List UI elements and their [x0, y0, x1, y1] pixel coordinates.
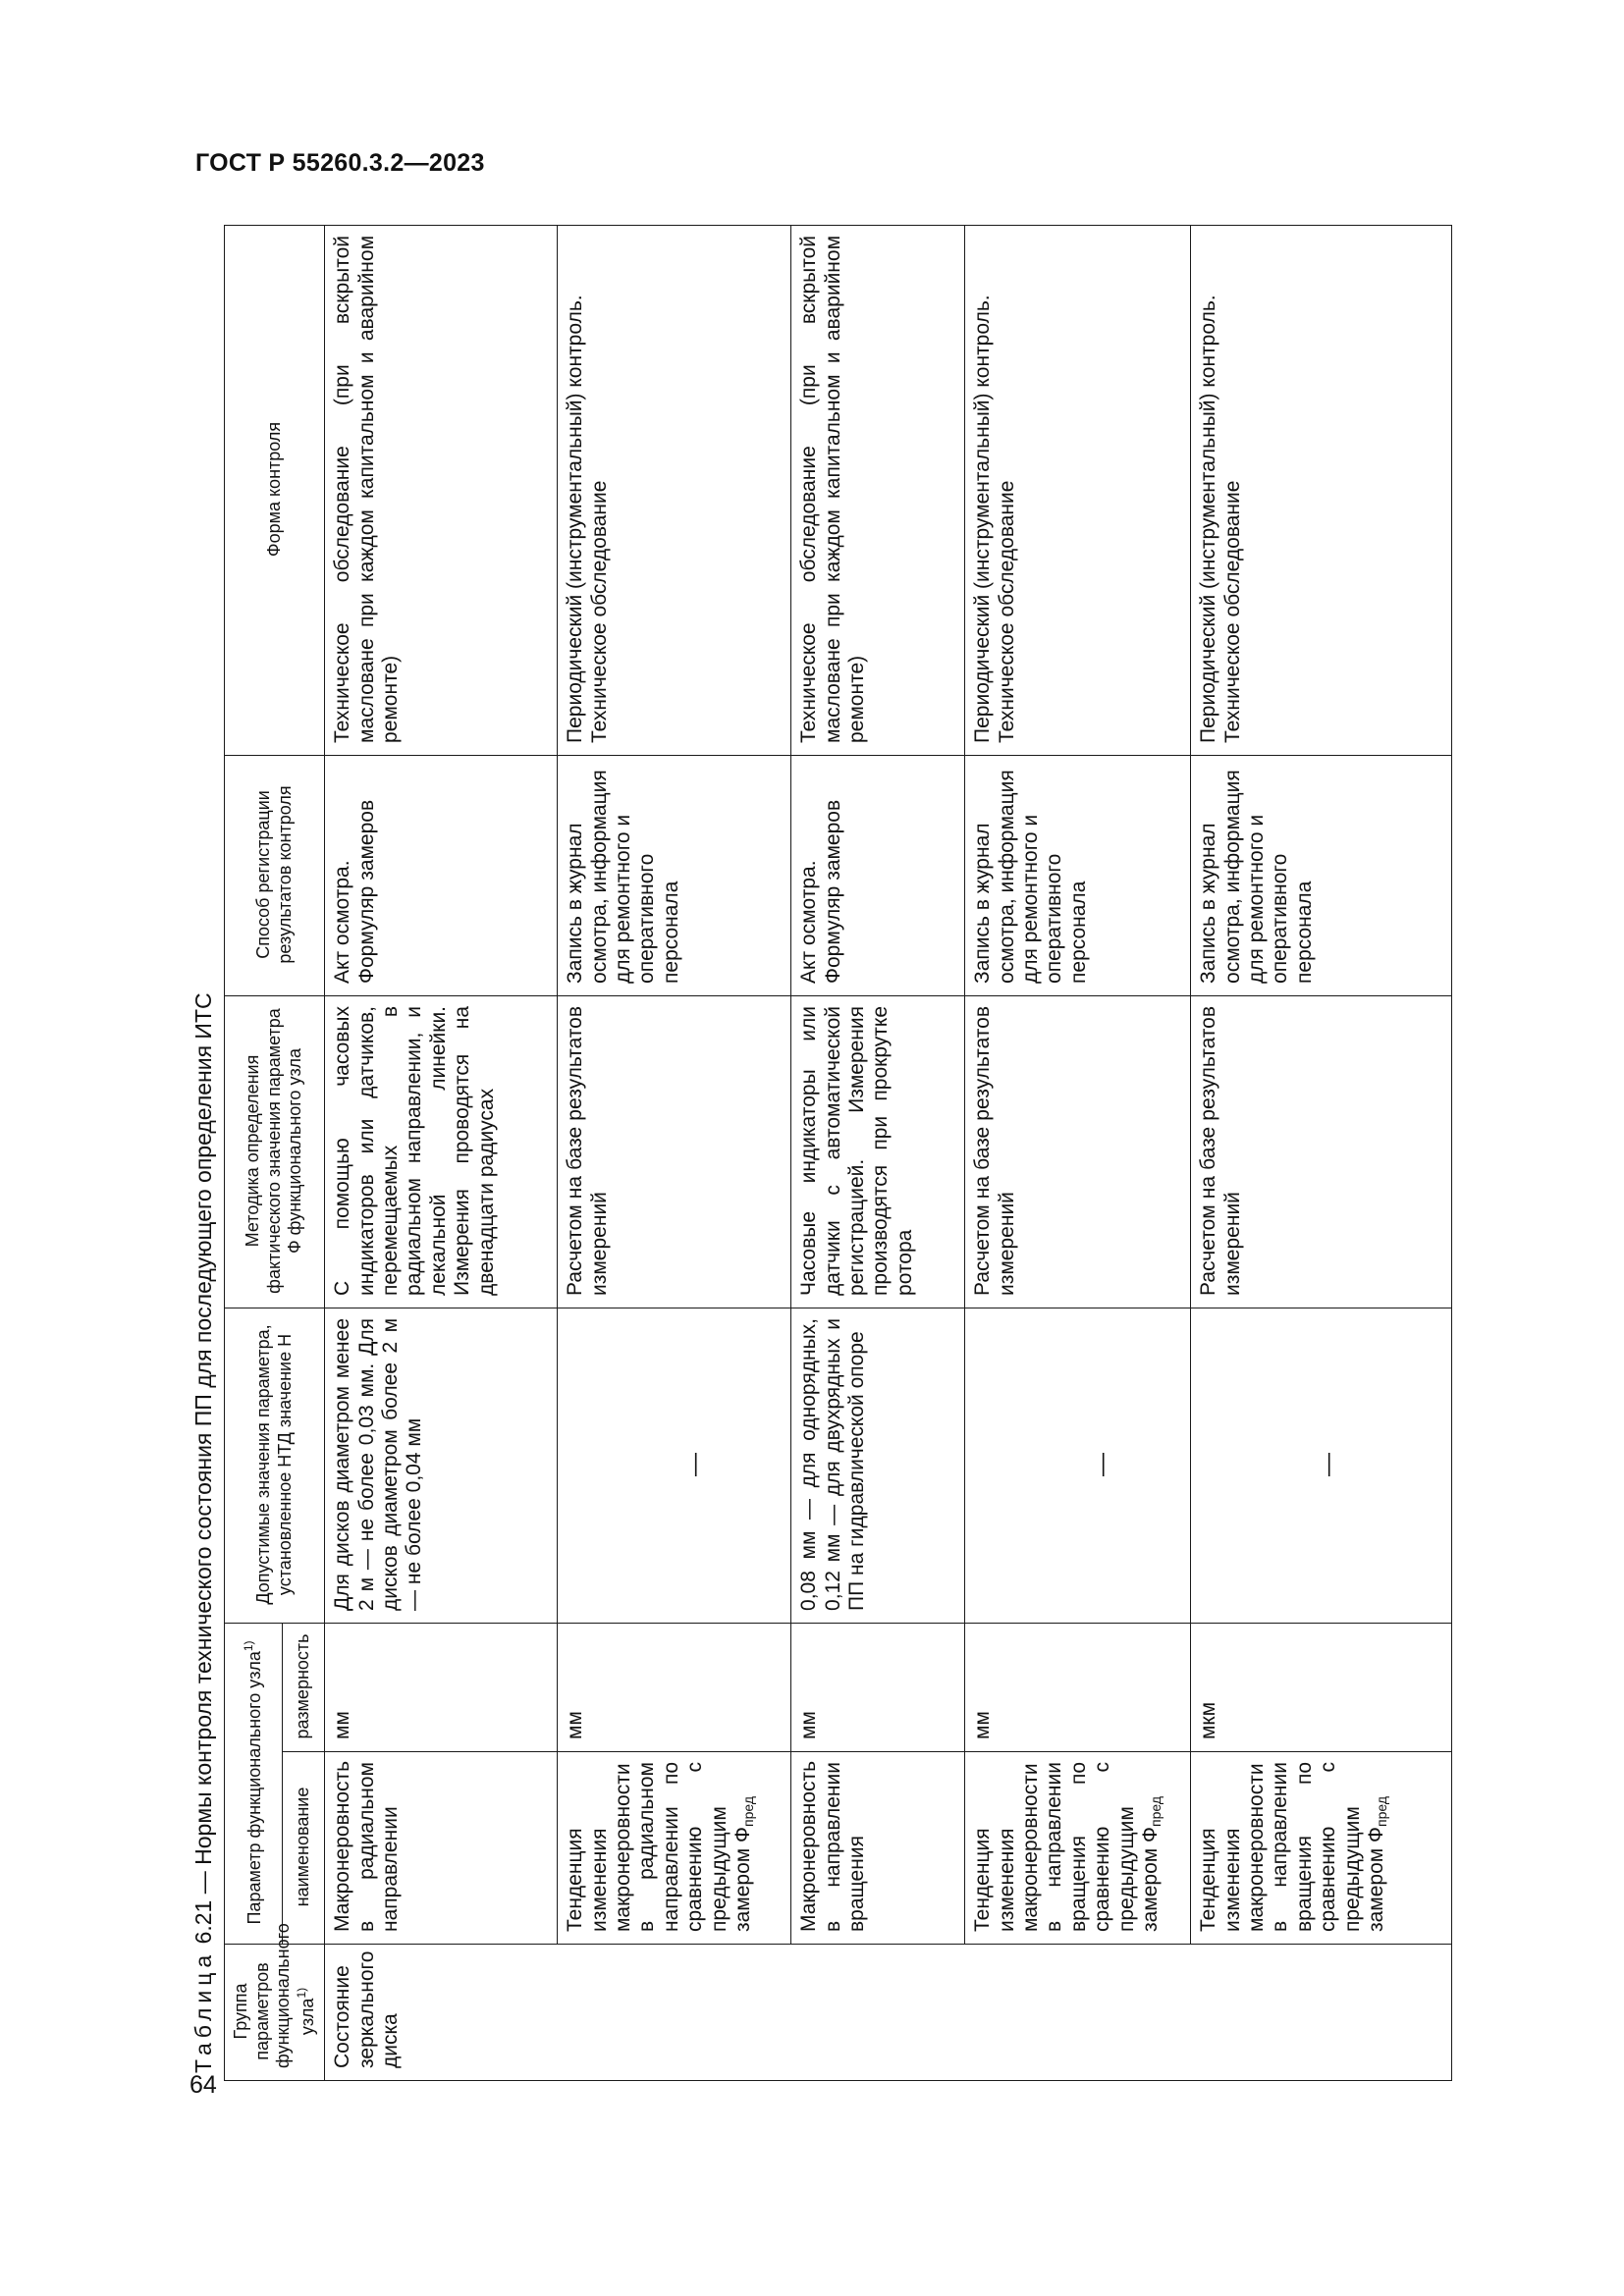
param-unit-cell: мм [325, 1623, 558, 1751]
allowed-cell: — [1191, 1308, 1452, 1623]
col-header-unit: размерность [282, 1623, 324, 1751]
table-row [1191, 225, 1452, 2080]
param-name-cell: Тенденция изменения макронеровности в направлении вращения по сравнению с предыдущим замером $Ф_{пред}$ [965, 1752, 1191, 1945]
method-cell: Расчетом на базе результатов измерений [1191, 995, 1452, 1308]
registration-cell: Запись в журнал осмотра, информация для ремонтного и оперативного персонала [1191, 755, 1452, 995]
method-cell: Расчетом на базе результатов измерений [965, 995, 1191, 1308]
rotated-table-block [187, 226, 1448, 2081]
group-cell: Состояние зеркального диска [325, 1945, 1452, 2081]
col-header-parameter: Параметр функционального узла$^{1)}$ [225, 1623, 283, 1944]
registration-cell: Запись в журнал осмотра, информация для ремонтного и оперативного персонала [965, 755, 1191, 995]
page-number: 64 [189, 2071, 217, 2099]
param-unit-cell: мм [558, 1623, 791, 1751]
col-header-allowed: Допустимые значения параметра, установленное НТД значение Н [225, 1308, 325, 1623]
table-caption-text: 6.21 — Нормы контроля технического состояния ПП для последующего определения ИТС [190, 992, 216, 1950]
registration-cell: Акт осмотра. Формуляр замеров [325, 755, 558, 995]
table-caption-prefix: Таблица [190, 1949, 216, 2073]
method-cell: Часовые индикаторы или датчики с автоматической регистрацией. Измерения производятся при прокрутке ротора [791, 995, 965, 1308]
table-row [965, 225, 1191, 2080]
param-unit-cell: мм [791, 1623, 965, 1751]
control-form-cell: Техническое обследование (при вскрытой масловане при каждом капитальном и аварийном ремонте) [791, 225, 965, 755]
document-header: ГОСТ Р 55260.3.2—2023 [195, 149, 485, 177]
allowed-cell: 0,08 мм — для однорядных, 0,12 мм — для двухрядных и ПП на гидравлической опоре [791, 1308, 965, 1623]
allowed-cell: — [558, 1308, 791, 1623]
control-form-cell: Периодический (инструментальный) контроль. Техническое обследование [965, 225, 1191, 755]
control-form-cell: Периодический (инструментальный) контроль. Техническое обследование [1191, 225, 1452, 755]
allowed-cell: Для дисков диаметром менее 2 м — не более 0,03 мм. Для дисков диаметром более 2 м — не более 0,04 мм [325, 1308, 558, 1623]
col-header-method: Методика определения фактического значения параметра Ф функционального узла [225, 995, 325, 1308]
table-header-row [225, 225, 283, 2080]
table-row [325, 225, 558, 2080]
registration-cell: Запись в журнал осмотра, информация для ремонтного и оперативного персонала [558, 755, 791, 995]
col-header-control-form: Форма контроля [225, 225, 325, 755]
norms-table [224, 225, 1452, 2081]
table-row [558, 225, 791, 2080]
param-unit-cell: мкм [1191, 1623, 1452, 1751]
method-cell: С помощью часовых индикаторов или датчиков, перемещаемых в радиальном направлении, и лекальной линейки. Измерения проводятся на двенадцати радиусах [325, 995, 558, 1308]
control-form-cell: Техническое обследование (при вскрытой масловане при каждом капитальном и аварийном ремонте) [325, 225, 558, 755]
control-form-cell: Периодический (инструментальный) контроль. Техническое обследование [558, 225, 791, 755]
param-name-cell: Тенденция изменения макронеровности в радиальном направлении по сравнению с предыдущим замером $Ф_{пред}$ [558, 1752, 791, 1945]
param-name-cell: Макронеровность в радиальном направлении [325, 1752, 558, 1945]
allowed-cell: — [965, 1308, 1191, 1623]
col-header-registration: Способ регистрации результатов контроля [225, 755, 325, 995]
param-name-cell: Тенденция изменения макронеровности в направлении вращения по сравнению с предыдущим замером $Ф_{пред}$ [1191, 1752, 1452, 1945]
table-row [791, 225, 965, 2080]
col-header-group: Группа параметров функционального узла$^{1)}$ [225, 1945, 325, 2081]
param-name-cell: Макронеровность в направлении вращения [791, 1752, 965, 1945]
param-unit-cell: мм [965, 1623, 1191, 1751]
col-header-name: наименование [282, 1752, 324, 1945]
table-caption [187, 992, 224, 2081]
method-cell: Расчетом на базе результатов измерений [558, 995, 791, 1308]
registration-cell: Акт осмотра. Формуляр замеров [791, 755, 965, 995]
